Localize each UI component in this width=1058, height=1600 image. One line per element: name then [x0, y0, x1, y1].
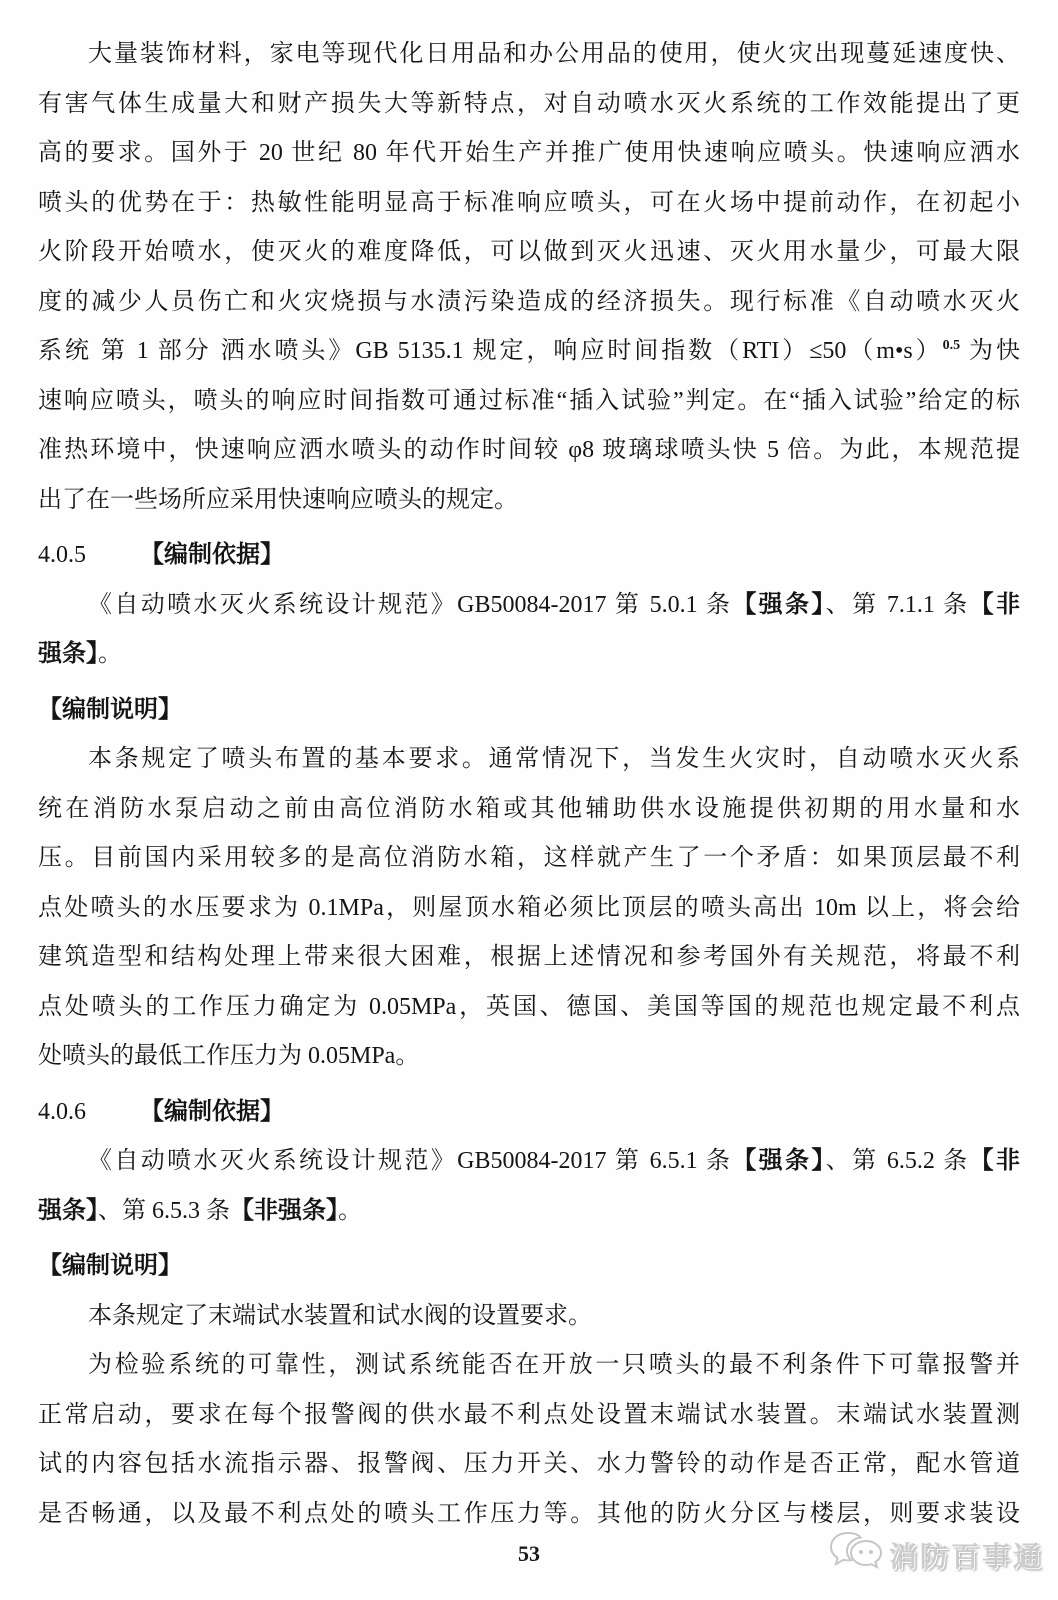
document-body [38, 30, 1020, 1539]
watermark-text: 消防百事通 [888, 1541, 1044, 1573]
text-segment: 《自动喷水灭火系统设计规范》GB50084-2017 第 6.5.1 条 [88, 1148, 733, 1174]
subheading-explain-4-0-6 [38, 1242, 1020, 1292]
text-line: 本条规定了末端试水装置和试水阀的设置要求。 [88, 1302, 592, 1329]
text-line: 火阶段开始喷水，使灭火的难度降低，可以做到灭火迅速、灭火用水量少，可最大限 [38, 239, 1020, 265]
text-segment: 【强条】 [732, 1148, 826, 1174]
para-4-0-6-explanation [38, 1341, 1020, 1539]
text-line: 正常启动，要求在每个报警阀的供水最不利点处设置末端试水装置。末端试水装置测 [38, 1401, 1020, 1428]
text-segment: 系统 第 1 部分 洒水喷头》GB 5135.1 规定，响应时间指数（RTI）≤50（m•s） [38, 338, 943, 364]
text-line: 高的要求。国外于 20 世纪 80 年代开始生产并推广使用快速响应喷头。快速响应洒水 [38, 140, 1020, 166]
text-line: 压。目前国内采用较多的是高位消防水箱，这样就产生了一个矛盾：如果顶层最不利 [38, 845, 1020, 871]
text-line [38, 327, 1020, 377]
text-line [38, 1187, 1020, 1237]
text-segment: 。 [338, 1197, 362, 1224]
para-quick-response-sprinklers [38, 30, 1020, 525]
text-line [38, 581, 1020, 631]
para-4-0-6-basis [38, 1137, 1020, 1236]
text-line: 处喷头的最低工作压力为 0.05MPa。 [38, 1043, 420, 1069]
section-title: 【编制依据】 [140, 1098, 284, 1125]
text-line: 速响应喷头，喷头的响应时间指数可通过标准“插入试验”判定。在“插入试验”给定的标 [38, 387, 1020, 414]
text-segment: 为快 [960, 338, 1020, 364]
text-segment: 《自动喷水灭火系统设计规范》GB50084-2017 第 5.0.1 条 [88, 591, 733, 618]
page-number: 53 [518, 1541, 540, 1566]
text-segment: 【非强条】 [230, 1197, 338, 1224]
text-line: 有害气体生成量大和财产损失大等新特点，对自动喷水灭火系统的工作效能提出了更 [38, 90, 1020, 117]
text-line: 是否畅通，以及最不利点处的喷头工作压力等。其他的防火分区与楼层，则要求装设 [38, 1500, 1020, 1527]
text-line: 大量装饰材料，家电等现代化日用品和办公用品的使用，使火灾出现蔓延速度快、 [88, 41, 1020, 67]
para-4-0-6-scope [38, 1292, 1020, 1342]
section-title: 【编制依据】 [140, 542, 284, 568]
text-segment: 0.5 [942, 338, 961, 353]
text-line: 喷头的优势在于：热敏性能明显高于标准响应喷头，可在火场中提前动作，在初起小 [38, 189, 1020, 216]
text-segment: 。 [98, 641, 122, 667]
text-line: 试的内容包括水流指示器、报警阀、压力开关、水力警铃的动作是否正常，配水管道 [38, 1451, 1020, 1477]
subheading-explain-4-0-5 [38, 686, 1020, 736]
text-line: 出了在一些场所应采用快速响应喷头的规定。 [38, 486, 518, 513]
text-line: 准热环境中，快速响应洒水喷头的动作时间较 φ8 玻璃球喷头快 5 倍。为此，本规范提 [38, 437, 1020, 463]
heading-4-0-5 [38, 531, 1020, 581]
text-segment: 强条】 [38, 641, 98, 667]
text-segment: 、第 6.5.2 条 [825, 1148, 970, 1174]
text-segment: 【非 [969, 591, 1020, 618]
text-line [38, 630, 1020, 680]
text-segment: 强条】 [38, 1197, 98, 1224]
section-title: 【编制说明】 [38, 696, 182, 723]
section-title: 【编制说明】 [38, 1253, 182, 1279]
text-line: 本条规定了喷头布置的基本要求。通常情况下，当发生火灾时，自动喷水灭火系 [88, 746, 1020, 772]
text-line [38, 1137, 1020, 1187]
text-line: 点处喷头的水压要求为 0.1MPa，则屋顶水箱必须比顶层的喷头高出 10m 以上，将会给 [38, 894, 1020, 921]
text-segment: 、第 6.5.3 条 [98, 1197, 230, 1224]
text-line: 统在消防水泵启动之前由高位消防水箱或其他辅助供水设施提供初期的用水量和水 [38, 795, 1020, 822]
section-number: 4.0.5 [38, 542, 86, 568]
para-4-0-5-basis [38, 581, 1020, 680]
section-number: 4.0.6 [38, 1098, 86, 1125]
text-line: 度的减少人员伤亡和火灾烧损与水渍污染造成的经济损失。现行标准《自动喷水灭火 [38, 288, 1020, 315]
heading-4-0-6 [38, 1088, 1020, 1138]
text-segment: 【非 [969, 1148, 1020, 1174]
text-segment: 【强条】 [732, 591, 826, 618]
text-line: 为检验系统的可靠性，测试系统能否在开放一只喷头的最不利条件下可靠报警并 [88, 1352, 1020, 1378]
text-segment: 、第 7.1.1 条 [825, 591, 970, 618]
para-4-0-5-explanation [38, 735, 1020, 1082]
text-line: 建筑造型和结构处理上带来很大困难，根据上述情况和参考国外有关规范，将最不利 [38, 944, 1020, 970]
text-line: 点处喷头的工作压力确定为 0.05MPa，英国、德国、美国等国的规范也规定最不利点 [38, 993, 1020, 1020]
